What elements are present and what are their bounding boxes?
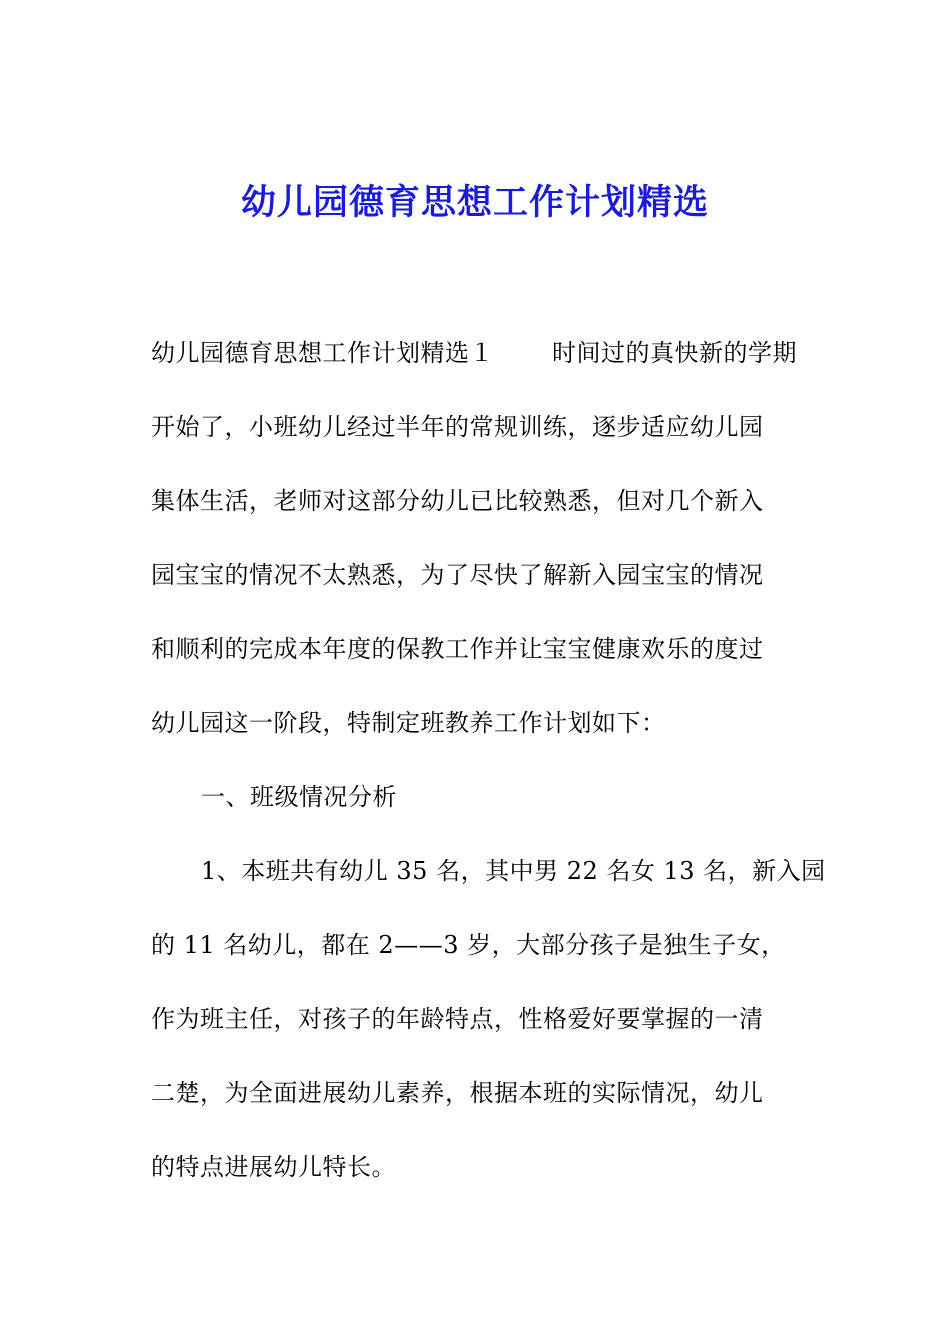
text-segment: 幼儿园这一阶段，特制定班教养工作计划如下：	[151, 709, 666, 737]
text-segment: 和顺利的完成本年度的保教工作并让宝宝健康欢乐的度过	[151, 635, 764, 663]
text-segment: 时间过的真快新的学期	[552, 339, 797, 367]
text-segment: 幼儿园德育思想工作计划精选１	[151, 339, 494, 367]
text-segment: 集体生活，老师对这部分幼儿已比较熟悉，但对几个新入	[151, 487, 764, 515]
text-segment: 一、班级情况分析	[201, 783, 397, 811]
text-line	[151, 547, 811, 621]
text-line	[151, 695, 811, 769]
text-line	[151, 621, 811, 695]
text-line	[151, 1065, 811, 1139]
text-line	[151, 843, 826, 917]
text-segment: 园宝宝的情况不太熟悉，为了尽快了解新入园宝宝的情况	[151, 561, 764, 589]
text-line	[151, 325, 811, 399]
text-segment: 作为班主任，对孩子的年龄特点，性格爱好要掌握的一清	[151, 1005, 764, 1033]
text-segment: 的 11 名幼儿，都在 2——3 岁，大部分孩子是独生子女，	[151, 931, 786, 959]
text-segment: 的特点进展幼儿特长。	[151, 1153, 396, 1181]
document-title: 幼儿园德育思想工作计划精选	[240, 182, 709, 223]
document-body	[151, 325, 826, 1213]
text-segment: 开始了，小班幼儿经过半年的常规训练，逐步适应幼儿园	[151, 413, 764, 441]
text-line	[151, 991, 811, 1065]
text-line	[151, 917, 811, 991]
text-line	[151, 399, 811, 473]
text-segment: 二楚，为全面进展幼儿素养，根据本班的实际情况，幼儿	[151, 1079, 764, 1107]
text-segment: 1、本班共有幼儿 35 名，其中男 22 名女 13 名，新入园	[201, 857, 826, 885]
section-heading	[151, 769, 811, 843]
text-line	[151, 473, 811, 547]
text-line	[151, 1139, 811, 1213]
